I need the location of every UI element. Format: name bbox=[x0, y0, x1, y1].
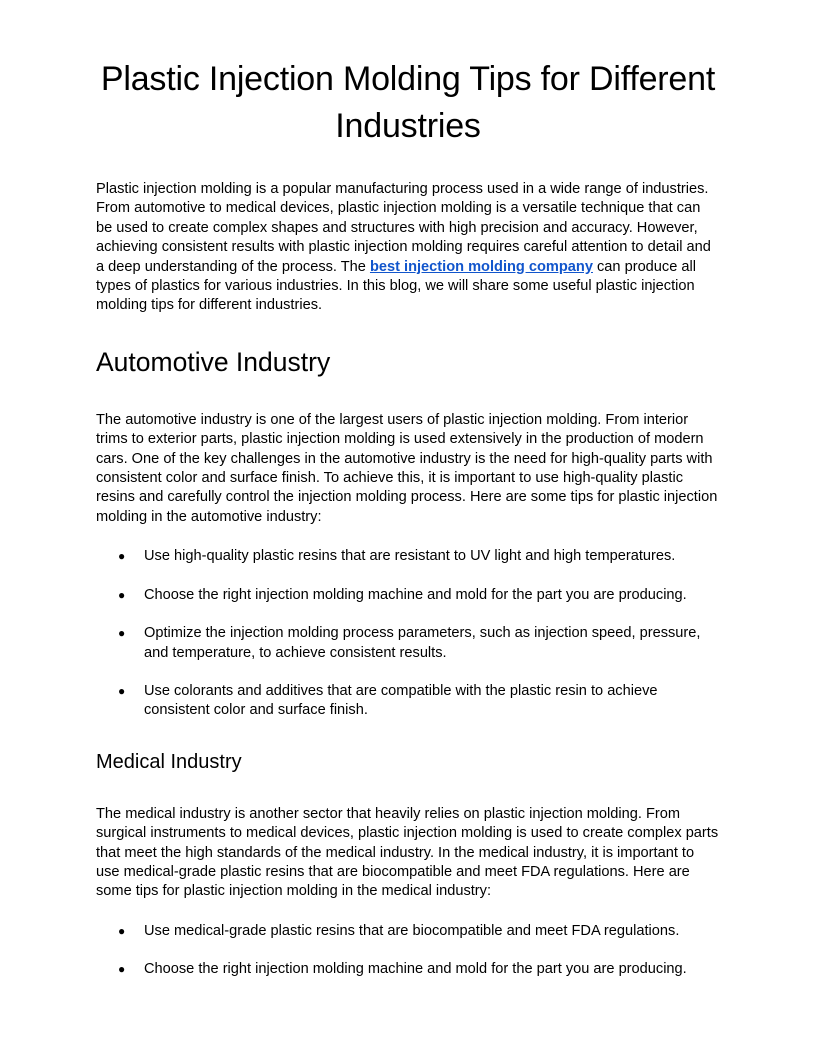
medical-tips-list bbox=[96, 922, 720, 980]
document-title: Plastic Injection Molding Tips for Different Industries bbox=[100, 60, 716, 145]
automotive-paragraph: The automotive industry is one of the largest users of plastic injection molding. From interior trims to exterior parts, plastic injection molding is used extensively in the production of modern cars. One of the key challenges in the automotive industry is the need for high-quality parts with consistent color and surface finish. To achieve this, it is important to use high-quality plastic resins and carefully control the injection molding process. Here are some tips for plastic injection molding in the automotive industry: bbox=[96, 411, 718, 525]
intro-text-after-link: can produce all types of plastics for various industries. In this blog, we will share some useful plastic injection molding tips for different industries. bbox=[96, 258, 696, 314]
medical-paragraph: The medical industry is another sector that heavily relies on plastic injection molding. From surgical instruments to medical devices, plastic injection molding is used to create complex parts that meet the high standards of the medical industry. In the medical industry, it is important to use medical-grade plastic resins that are biocompatible and meet FDA regulations. Here are some tips for plastic injection molding in the medical industry: bbox=[96, 805, 719, 900]
best-injection-molding-company-link[interactable]: best injection molding company bbox=[369, 258, 593, 275]
list-item-text: Optimize the injection molding process parameters, such as injection speed, pressure, and temperature, to achieve consistent results. bbox=[144, 625, 701, 661]
document-page bbox=[96, 56, 720, 980]
list-item bbox=[96, 682, 720, 721]
bullet-icon: ● bbox=[118, 587, 126, 602]
bullet-icon: ● bbox=[118, 923, 126, 938]
list-item bbox=[96, 624, 720, 663]
list-item bbox=[96, 960, 720, 979]
bullet-icon: ● bbox=[118, 683, 126, 698]
list-item-text: Choose the right injection molding machine and mold for the part you are producing. bbox=[144, 961, 687, 978]
list-item-text: Use medical-grade plastic resins that are biocompatible and meet FDA regulations. bbox=[144, 922, 680, 939]
automotive-heading: Automotive Industry bbox=[96, 346, 331, 377]
intro-text-before-link: Plastic injection molding is a popular manufacturing process used in a wide range of industries. From automotive to medical devices, plastic injection molding is a versatile technique that can be used to create complex shapes and structures with high precision and accuracy. However, achieving consistent results with plastic injection molding requires careful attention to detail and a deep understanding of the process. The bbox=[96, 181, 711, 275]
bullet-icon: ● bbox=[118, 626, 126, 641]
bullet-icon: ● bbox=[118, 962, 126, 977]
intro-paragraph bbox=[96, 180, 720, 316]
list-item-text: Choose the right injection molding machine and mold for the part you are producing. bbox=[144, 586, 687, 603]
list-item bbox=[96, 547, 720, 566]
automotive-tips-list bbox=[96, 547, 720, 720]
list-item-text: Use high-quality plastic resins that are resistant to UV light and high temperatures. bbox=[144, 548, 676, 565]
bullet-icon: ● bbox=[118, 549, 126, 564]
list-item bbox=[96, 586, 720, 605]
list-item-text: Use colorants and additives that are compatible with the plastic resin to achieve consistent color and surface finish. bbox=[144, 682, 658, 719]
medical-heading: Medical Industry bbox=[96, 750, 242, 773]
list-item bbox=[96, 922, 720, 941]
